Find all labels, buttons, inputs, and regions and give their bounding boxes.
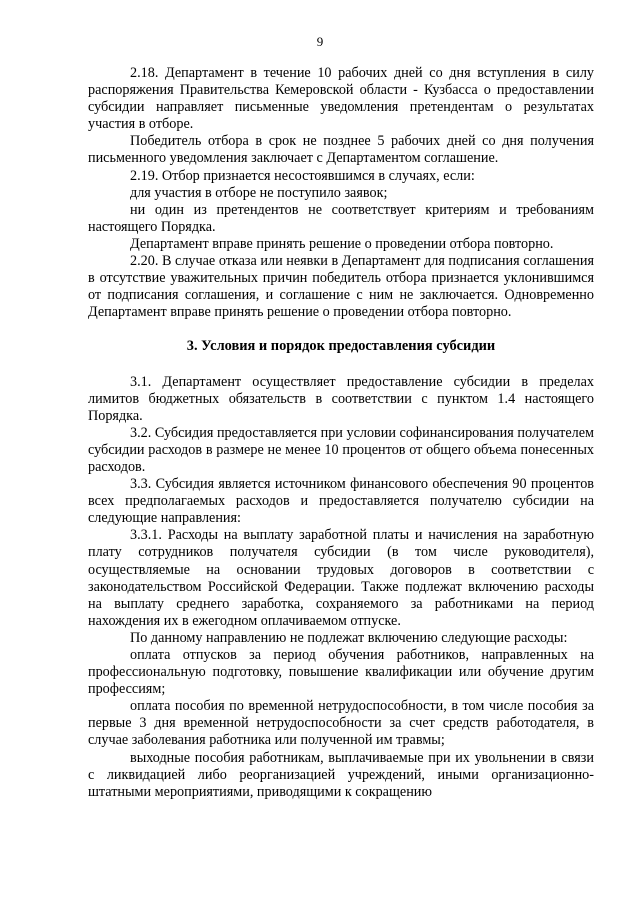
document-body: [88, 65, 594, 801]
paragraph-excluded-sick-leave: оплата пособия по временной нетрудоспособности, в том числе пособия за первые 3 дня временной нетрудоспособности за счет средств работодателя, в случае заболевания работника или полученной им травмы;: [88, 698, 594, 749]
paragraph-excluded-intro: По данному направлению не подлежат включению следующие расходы:: [130, 629, 568, 646]
paragraph-winner-agreement: Победитель отбора в срок не позднее 5 рабочих дней со дня получения письменного уведомления заключает с Департаментом соглашение.: [88, 133, 594, 167]
paragraph-3-2: 3.2. Субсидия предоставляется при условии софинансирования получателем субсидии расходов в размере не менее 10 процентов от общего объема понесенных расходов.: [88, 424, 594, 475]
section-heading: 3. Условия и порядок предоставления субсидии: [186, 338, 496, 355]
paragraph-2-19: 2.19. Отбор признается несостоявшимся в случаях, если:: [130, 167, 475, 184]
paragraph-3-1: 3.1. Департамент осуществляет предоставление субсидии в пределах лимитов бюджетных обязательств в соответствии с пунктом 1.4 настоящего Порядка.: [88, 373, 594, 424]
paragraph-no-applications: для участия в отборе не поступило заявок;: [130, 184, 388, 201]
paragraph-2-18: 2.18. Департамент в течение 10 рабочих дней со дня вступления в силу распоряжения Правительства Кемеровской области - Кузбасса о предоставлении субсидии направляет письменные уведомления претендентам о результатах участия в отборе.: [88, 65, 594, 133]
paragraph-no-eligible: ни один из претендентов не соответствует критериям и требованиям настоящего Порядка.: [88, 201, 594, 235]
paragraph-repeat-selection: Департамент вправе принять решение о проведении отбора повторно.: [130, 235, 554, 252]
paragraph-3-3: 3.3. Субсидия является источником финансового обеспечения 90 процентов всех предполагаемых расходов и предоставляется получателю субсидии на следующие направления:: [88, 476, 594, 527]
page-number: 9: [316, 34, 324, 49]
paragraph-3-3-1: 3.3.1. Расходы на выплату заработной платы и начисления на заработную плату сотрудников получателя субсидии (в том числе руководителя), осуществляемые на основании трудовых договоров в соответствии с законодательством Российской Федерации. Также подлежат включению расходы на выплату среднего заработка, сохраняемого за работниками на период нахождения их в ежегодном оплачиваемом отпуске.: [88, 527, 594, 629]
paragraph-excluded-severance: выходные пособия работникам, выплачиваемые при их увольнении в связи с ликвидацией либо реорганизацией учреждений, иными организационно-штатными мероприятиями, приводящими к сокращению: [88, 749, 594, 800]
paragraph-2-20: 2.20. В случае отказа или неявки в Департамент для подписания соглашения в отсутствие уважительных причин победитель отбора признается уклонившимся от подписания соглашения, и соглашение с ним не заключается. Одновременно Департамент вправе принять решение о проведении отбора повторно.: [88, 253, 594, 321]
paragraph-excluded-training: оплата отпусков за период обучения работников, направленных на профессиональную подготовку, повышение квалификации или обучение другим профессиям;: [88, 647, 594, 698]
